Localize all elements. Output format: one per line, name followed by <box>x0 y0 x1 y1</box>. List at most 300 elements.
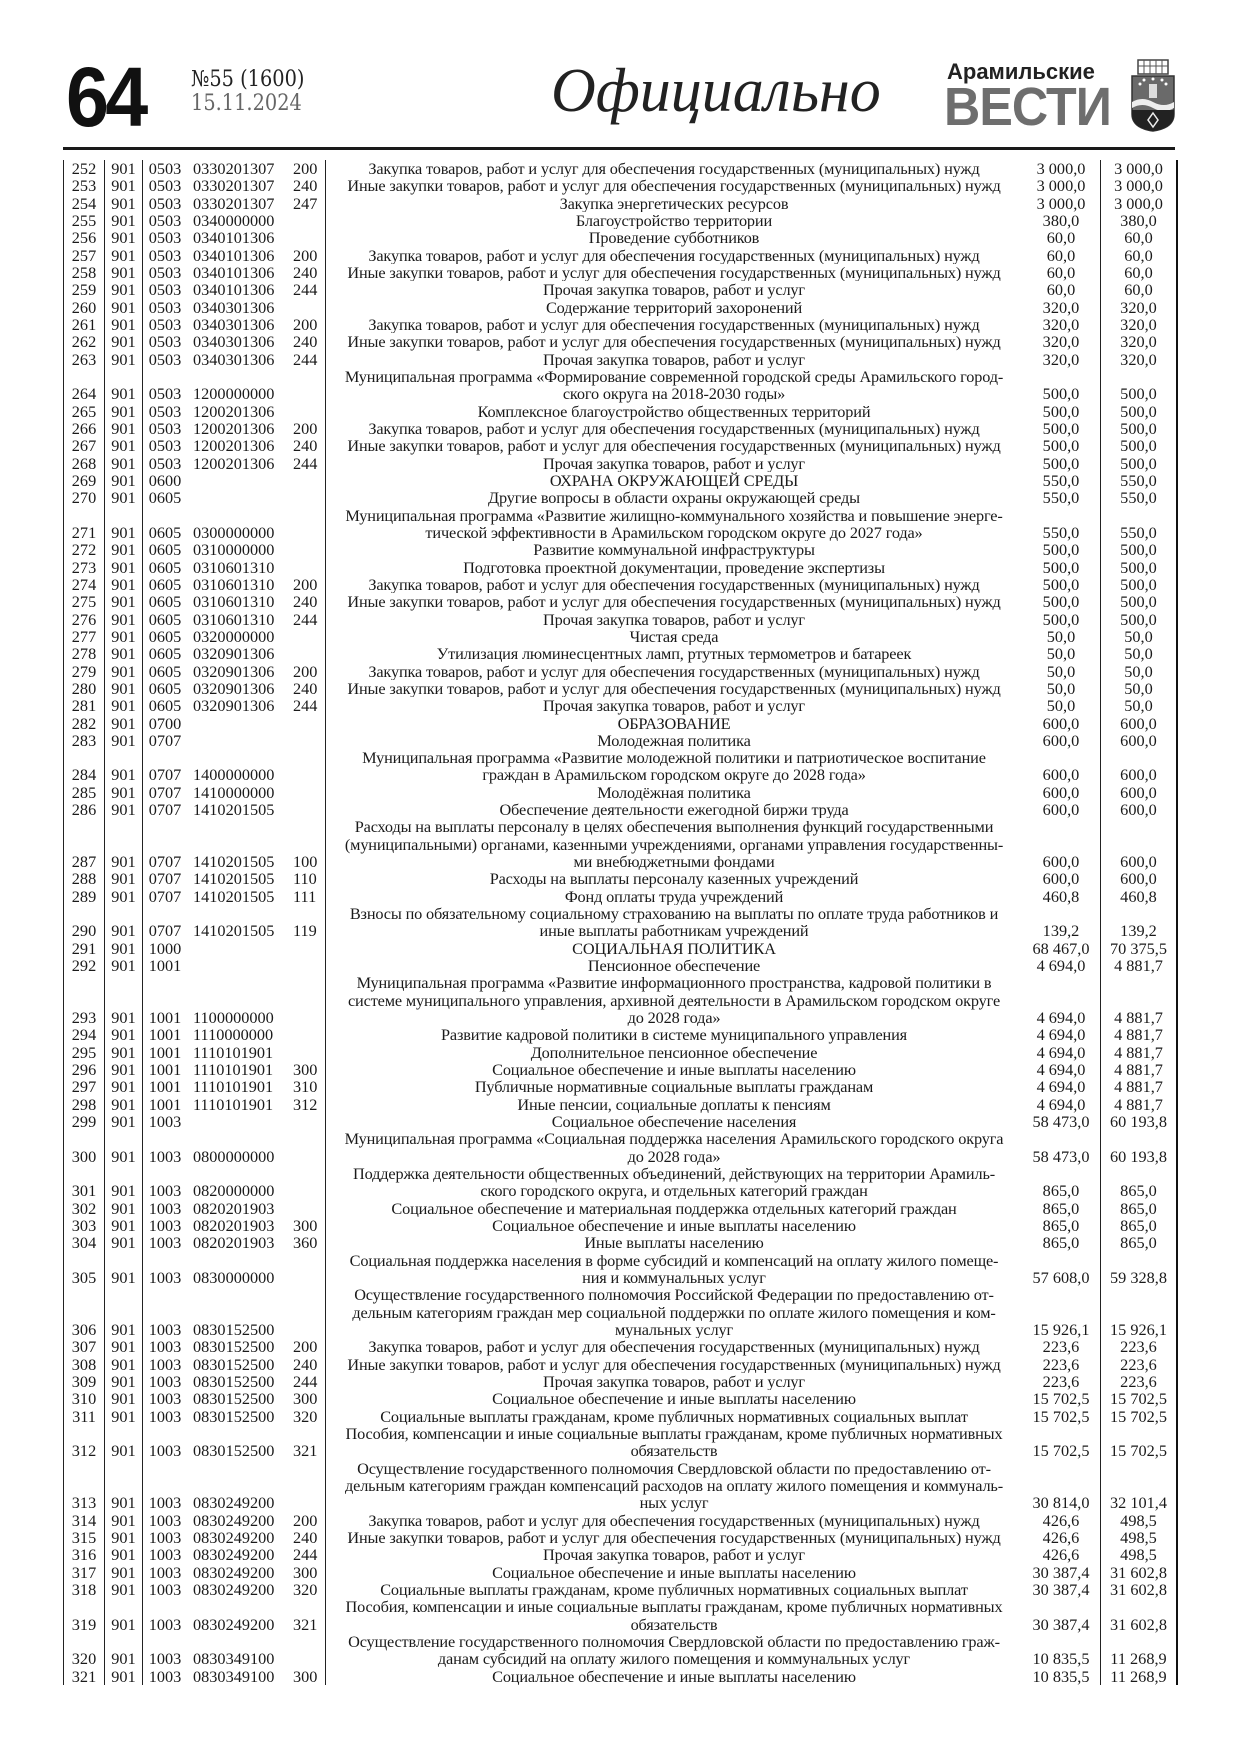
expense-type <box>293 229 326 246</box>
section-code: 1003 <box>148 1441 182 1460</box>
table-row <box>64 1234 1178 1251</box>
section-code: 0707 <box>148 870 182 888</box>
target-code <box>187 1113 293 1130</box>
amount-2025: 223,6 <box>1022 1373 1101 1390</box>
table-row <box>64 541 1178 558</box>
expense-type: 300 <box>293 1668 326 1685</box>
row-number: 313 <box>64 1460 105 1512</box>
row-description: Прочая закупка товаров, работ и услуг <box>543 454 805 472</box>
amount-2025: 865,0 <box>1022 1165 1101 1200</box>
org-code: 901 <box>105 455 143 472</box>
amount-2026: 60,0 <box>1101 281 1178 298</box>
table-row <box>64 368 1178 403</box>
row-description: Взносы по обязательному социальному страхованию на выплаты по оплате труда работников и иные выплаты работникам учреждений <box>349 905 999 940</box>
amount-2025: 500,0 <box>1022 437 1101 454</box>
amount-2025: 223,6 <box>1022 1338 1101 1355</box>
row-description: Развитие коммунальной инфраструктуры <box>533 541 815 559</box>
org-code: 901 <box>105 1564 143 1581</box>
row-number: 309 <box>64 1373 105 1390</box>
table-row <box>64 1529 1178 1546</box>
amount-2026: 60 193,8 <box>1101 1113 1178 1130</box>
target-code: 0830152500 <box>193 1319 275 1339</box>
section-code: 0700 <box>148 714 182 732</box>
amount-2025: 600,0 <box>1022 715 1101 732</box>
expense-type <box>293 1252 326 1287</box>
expense-type: 320 <box>293 1581 326 1598</box>
row-description: Иные пенсии, социальные доплаты к пенсиям <box>517 1095 831 1114</box>
expense-type <box>293 645 326 662</box>
org-code: 901 <box>105 1234 143 1251</box>
org-code: 901 <box>105 1113 143 1130</box>
expense-type <box>293 801 326 818</box>
row-description: ОБРАЗОВАНИЕ <box>617 714 731 732</box>
amount-2025: 3 000,0 <box>1022 160 1101 177</box>
row-number: 316 <box>64 1546 105 1563</box>
target-code: 0320901306 <box>193 679 275 698</box>
issue-date: 15.11.2024 <box>191 91 302 116</box>
target-code: 0830249200 <box>193 1493 275 1512</box>
table-row <box>64 229 1178 246</box>
row-description: Молодёжная политика <box>597 783 751 802</box>
amount-2026: 31 602,8 <box>1101 1564 1178 1581</box>
row-number: 285 <box>64 784 105 801</box>
org-code: 901 <box>105 715 143 732</box>
org-code: 901 <box>105 593 143 610</box>
row-number: 314 <box>64 1512 105 1529</box>
row-description: Осуществление государственного полномочия Свердловской области по предоставлению граж- данам субсидий на оплату жилого помещения и коммунальных услуг <box>348 1632 1000 1668</box>
amount-2025: 320,0 <box>1022 333 1101 350</box>
row-number: 312 <box>64 1425 105 1460</box>
row-number: 292 <box>64 957 105 974</box>
row-description: Прочая закупка товаров, работ и услуг <box>543 1546 805 1564</box>
target-code: 0830152500 <box>193 1441 275 1460</box>
row-number: 286 <box>64 801 105 818</box>
expense-type: 244 <box>293 611 326 628</box>
table-row <box>64 299 1178 316</box>
amount-2026: 500,0 <box>1101 611 1178 628</box>
target-code: 1200000000 <box>193 384 275 403</box>
org-code: 901 <box>105 1026 143 1043</box>
table-row <box>64 1200 1178 1217</box>
org-code: 901 <box>105 645 143 662</box>
row-number: 306 <box>64 1286 105 1338</box>
amount-2026: 223,6 <box>1101 1373 1178 1390</box>
expense-type <box>293 974 326 1026</box>
row-description: Закупка товаров, работ и услуг для обеспечения государственных (муниципальных) нужд <box>368 1338 980 1356</box>
org-code: 901 <box>105 940 143 957</box>
target-code: 0830349100 <box>193 1649 275 1668</box>
table-row <box>64 732 1178 749</box>
expense-type: 240 <box>293 680 326 697</box>
section-code: 1003 <box>148 1355 182 1373</box>
row-description: Прочая закупка товаров, работ и услуг <box>543 281 805 299</box>
section-code: 1003 <box>148 1546 182 1564</box>
table-row <box>64 1338 1178 1355</box>
target-code: 0340101306 <box>193 263 275 282</box>
row-description: Социальное обеспечение и иные выплаты населению <box>492 1563 856 1581</box>
amount-2025: 600,0 <box>1022 749 1101 784</box>
amount-2025: 426,6 <box>1022 1546 1101 1563</box>
row-number: 315 <box>64 1529 105 1546</box>
table-row <box>64 784 1178 801</box>
amount-2025: 60,0 <box>1022 229 1101 246</box>
amount-2026: 600,0 <box>1101 784 1178 801</box>
amount-2026: 500,0 <box>1101 420 1178 437</box>
row-description: Прочая закупка товаров, работ и услуг <box>543 697 805 715</box>
amount-2026: 31 602,8 <box>1101 1598 1178 1633</box>
expense-type <box>293 403 326 420</box>
target-code: 1110101901 <box>193 1043 274 1062</box>
section-code: 0503 <box>148 454 182 472</box>
section-code: 1003 <box>148 1338 182 1356</box>
table-row <box>64 1460 1178 1512</box>
expense-type: 300 <box>293 1564 326 1581</box>
section-code: 0605 <box>148 522 182 542</box>
target-code: 0310601310 <box>193 593 275 611</box>
target-code: 0340301306 <box>193 333 275 351</box>
row-description: Иные закупки товаров, работ и услуг для обеспечения государственных (муниципальных) нужд <box>347 177 1001 195</box>
table-row <box>64 507 1178 542</box>
amount-2026: 50,0 <box>1101 628 1178 645</box>
amount-2026: 60 193,8 <box>1101 1130 1178 1165</box>
amount-2026: 320,0 <box>1101 333 1178 350</box>
row-number: 259 <box>64 281 105 298</box>
expense-type <box>293 749 326 784</box>
row-description: Иные закупки товаров, работ и услуг для обеспечения государственных (муниципальных) нужд <box>347 437 1001 455</box>
org-code: 901 <box>105 1633 143 1668</box>
expense-type: 312 <box>293 1096 326 1113</box>
row-description: Расходы на выплаты персоналу в целях обеспечения выполнения функций государственными (муниципальными) органами, казенными учреждениями, органами управления государственны- ми внебюджетными фондами <box>344 818 1004 871</box>
section-code: 0503 <box>148 229 182 247</box>
row-number: 291 <box>64 940 105 957</box>
section-code: 1003 <box>148 1511 182 1529</box>
expense-type: 310 <box>293 1078 326 1095</box>
amount-2026: 3 000,0 <box>1101 177 1178 194</box>
target-code: 0310601310 <box>193 575 275 594</box>
expense-type <box>293 1130 326 1165</box>
org-code: 901 <box>105 1061 143 1078</box>
header-rule <box>63 147 1175 150</box>
table-row <box>64 957 1178 974</box>
row-number: 276 <box>64 611 105 628</box>
table-row <box>64 1408 1178 1425</box>
section-code: 1003 <box>148 1234 182 1252</box>
row-number: 281 <box>64 697 105 714</box>
row-description: Социальное обеспечение и материальная поддержка отдельных категорий граждан <box>391 1199 957 1218</box>
row-description: Иные закупки товаров, работ и услуг для обеспечения государственных (муниципальных) нужд <box>347 593 1001 611</box>
org-code: 901 <box>105 663 143 680</box>
org-code: 901 <box>105 195 143 212</box>
org-code: 901 <box>105 888 143 905</box>
org-code: 901 <box>105 974 143 1026</box>
amount-2026: 31 602,8 <box>1101 1581 1178 1598</box>
table-row <box>64 1512 1178 1529</box>
target-code: 0820201903 <box>193 1217 275 1235</box>
target-code: 0330201307 <box>193 160 275 178</box>
table-row <box>64 177 1178 194</box>
org-code: 901 <box>105 697 143 714</box>
table-row <box>64 870 1178 887</box>
row-description: Закупка товаров, работ и услуг для обеспечения государственных (муниципальных) нужд <box>368 1511 980 1529</box>
row-description: Социальное обеспечение и иные выплаты населению <box>492 1217 856 1235</box>
target-code: 0320901306 <box>193 662 275 680</box>
table-row <box>64 974 1178 1026</box>
org-code: 901 <box>105 576 143 593</box>
section-code: 0503 <box>148 333 182 351</box>
amount-2026: 865,0 <box>1101 1217 1178 1234</box>
issue-number: №55 (1600) <box>191 67 305 92</box>
org-code: 901 <box>105 1286 143 1338</box>
amount-2026: 4 881,7 <box>1101 974 1178 1026</box>
table-row <box>64 489 1178 506</box>
table-row <box>64 351 1178 368</box>
target-code: 0830349100 <box>193 1667 275 1685</box>
table-row <box>64 1356 1178 1373</box>
section-code: 1003 <box>148 1181 182 1200</box>
section-code: 0503 <box>148 384 182 403</box>
amount-2026: 59 328,8 <box>1101 1252 1178 1287</box>
amount-2026: 600,0 <box>1101 818 1178 870</box>
amount-2025: 426,6 <box>1022 1529 1101 1546</box>
amount-2025: 58 473,0 <box>1022 1113 1101 1130</box>
section-code: 0503 <box>148 263 182 282</box>
target-code: 1110101901 <box>193 1061 274 1079</box>
table-row <box>64 1061 1178 1078</box>
section-code: 1003 <box>148 1563 182 1581</box>
org-code: 901 <box>105 1460 143 1512</box>
org-code: 901 <box>105 489 143 506</box>
amount-2025: 600,0 <box>1022 818 1101 870</box>
org-code: 901 <box>105 1546 143 1563</box>
target-code <box>187 732 293 749</box>
target-code: 1410201505 <box>193 801 275 819</box>
row-number: 275 <box>64 593 105 610</box>
target-code: 0330201307 <box>193 177 275 195</box>
amount-2026: 600,0 <box>1101 870 1178 887</box>
row-number: 319 <box>64 1598 105 1633</box>
table-row <box>64 1546 1178 1563</box>
row-number: 264 <box>64 368 105 403</box>
amount-2026: 550,0 <box>1101 489 1178 506</box>
budget-table <box>63 160 1178 1685</box>
row-description: Подготовка проектной документации, проведение экспертизы <box>463 558 885 576</box>
expense-type: 300 <box>293 1390 326 1407</box>
table-row <box>64 1165 1178 1200</box>
expense-type <box>293 1044 326 1061</box>
table-row <box>64 1425 1178 1460</box>
section-code: 0605 <box>148 697 182 715</box>
expense-type: 244 <box>293 1546 326 1563</box>
row-number: 301 <box>64 1165 105 1200</box>
row-description: Социальная поддержка населения в форме субсидий и компенсаций на оплату жилого помеще- ния и коммунальных услуг <box>349 1251 999 1287</box>
row-number: 302 <box>64 1200 105 1217</box>
row-number: 257 <box>64 247 105 264</box>
amount-2026: 500,0 <box>1101 403 1178 420</box>
section-code: 0605 <box>148 645 182 663</box>
row-number: 277 <box>64 628 105 645</box>
table-row <box>64 593 1178 610</box>
amount-2026: 600,0 <box>1101 715 1178 732</box>
section-code: 1003 <box>148 1217 182 1235</box>
row-number: 294 <box>64 1026 105 1043</box>
amount-2026: 500,0 <box>1101 368 1178 403</box>
row-number: 272 <box>64 541 105 558</box>
amount-2025: 68 467,0 <box>1022 940 1101 957</box>
section-code: 1003 <box>148 1667 182 1685</box>
row-description: Публичные нормативные социальные выплаты гражданам <box>474 1078 874 1096</box>
amount-2025: 30 387,4 <box>1022 1598 1101 1633</box>
section-code: 1003 <box>148 1268 182 1287</box>
row-number: 273 <box>64 559 105 576</box>
target-code: 0340301306 <box>193 298 275 316</box>
table-row <box>64 403 1178 420</box>
section-code: 0503 <box>148 281 182 299</box>
amount-2025: 60,0 <box>1022 281 1101 298</box>
amount-2025: 460,8 <box>1022 888 1101 905</box>
target-code: 1110000000 <box>193 1026 274 1044</box>
section-code: 0605 <box>148 679 182 698</box>
target-code: 0330201307 <box>193 194 275 212</box>
target-code: 0310000000 <box>193 541 275 559</box>
amount-2026: 4 881,7 <box>1101 1096 1178 1113</box>
target-code: 0340101306 <box>193 246 275 264</box>
target-code: 1110101901 <box>193 1095 274 1114</box>
row-number: 266 <box>64 420 105 437</box>
section-code: 1001 <box>148 1026 182 1044</box>
row-number: 263 <box>64 351 105 368</box>
table-row <box>64 1026 1178 1043</box>
section-code: 1001 <box>148 1008 182 1027</box>
table-row <box>64 1044 1178 1061</box>
row-description: Закупка товаров, работ и услуг для обеспечения государственных (муниципальных) нужд <box>368 315 980 334</box>
row-description: Поддержка деятельности общественных объединений, действующих на территории Арамиль- ского городского округа, и отдельных категорий граждан <box>353 1165 995 1200</box>
amount-2025: 550,0 <box>1022 472 1101 489</box>
amount-2025: 4 694,0 <box>1022 1078 1101 1095</box>
amount-2026: 15 702,5 <box>1101 1408 1178 1425</box>
row-description: Муниципальная программа «Формирование современной городской среды Арамильского город- ского округа на 2018-2030 годы» <box>344 367 1004 403</box>
section-code: 1003 <box>148 1390 182 1408</box>
amount-2026: 50,0 <box>1101 680 1178 697</box>
table-row <box>64 1286 1178 1338</box>
amount-2025: 60,0 <box>1022 247 1101 264</box>
org-code: 901 <box>105 351 143 368</box>
target-code: 1400000000 <box>193 765 275 784</box>
target-code: 0830152500 <box>193 1355 275 1373</box>
target-code: 1200201306 <box>193 454 275 472</box>
amount-2025: 15 926,1 <box>1022 1286 1101 1338</box>
amount-2026: 498,5 <box>1101 1512 1178 1529</box>
table-row <box>64 680 1178 697</box>
table-row <box>64 437 1178 454</box>
org-code: 901 <box>105 870 143 887</box>
amount-2026: 15 702,5 <box>1101 1425 1178 1460</box>
row-number: 256 <box>64 229 105 246</box>
row-number: 255 <box>64 212 105 229</box>
table-row <box>64 1390 1178 1407</box>
amount-2026: 4 881,7 <box>1101 957 1178 974</box>
section-title: Официально <box>551 57 881 125</box>
row-number: 269 <box>64 472 105 489</box>
row-description: Другие вопросы в области охраны окружающей среды <box>488 489 860 507</box>
target-code: 0340301306 <box>193 350 275 368</box>
amount-2026: 4 881,7 <box>1101 1026 1178 1043</box>
amount-2026: 3 000,0 <box>1101 195 1178 212</box>
org-code: 901 <box>105 1078 143 1095</box>
amount-2025: 380,0 <box>1022 212 1101 229</box>
expense-type: 200 <box>293 316 326 333</box>
expense-type <box>293 489 326 506</box>
row-description: Социальное обеспечение и иные выплаты населению <box>492 1667 856 1685</box>
row-description: Иные закупки товаров, работ и услуг для обеспечения государственных (муниципальных) нужд <box>347 333 1001 351</box>
amount-2025: 50,0 <box>1022 680 1101 697</box>
table-row <box>64 559 1178 576</box>
table-row <box>64 212 1178 229</box>
table-row <box>64 1252 1178 1287</box>
org-code: 901 <box>105 680 143 697</box>
expense-type: 240 <box>293 177 326 194</box>
section-code: 1003 <box>148 1493 182 1512</box>
target-code: 1110101901 <box>193 1078 274 1096</box>
row-number: 265 <box>64 403 105 420</box>
expense-type: 244 <box>293 351 326 368</box>
section-code: 0503 <box>148 246 182 264</box>
expense-type <box>293 957 326 974</box>
table-row <box>64 749 1178 784</box>
amount-2025: 500,0 <box>1022 541 1101 558</box>
amount-2026: 3 000,0 <box>1101 160 1178 177</box>
org-code: 901 <box>105 1130 143 1165</box>
table-row <box>64 1581 1178 1598</box>
expense-type: 320 <box>293 1408 326 1425</box>
target-code: 0300000000 <box>193 522 275 542</box>
org-code: 901 <box>105 212 143 229</box>
amount-2025: 600,0 <box>1022 784 1101 801</box>
org-code: 901 <box>105 1252 143 1287</box>
row-number: 254 <box>64 195 105 212</box>
row-description: Молодежная политика <box>597 731 751 750</box>
section-code: 0707 <box>148 852 182 871</box>
expense-type <box>293 715 326 732</box>
amount-2026: 320,0 <box>1101 316 1178 333</box>
section-code: 0503 <box>148 350 182 368</box>
target-code: 0310601310 <box>193 558 275 576</box>
target-code: 0310601310 <box>193 610 275 628</box>
row-number: 280 <box>64 680 105 697</box>
expense-type <box>293 1460 326 1512</box>
table-row <box>64 316 1178 333</box>
org-code: 901 <box>105 1338 143 1355</box>
target-code: 0800000000 <box>193 1146 275 1166</box>
row-number: 290 <box>64 905 105 940</box>
target-code: 0340101306 <box>193 281 275 299</box>
target-code: 0340000000 <box>193 211 275 230</box>
row-number: 289 <box>64 888 105 905</box>
section-code: 1003 <box>148 1614 182 1633</box>
amount-2025: 10 835,5 <box>1022 1668 1101 1685</box>
amount-2026: 380,0 <box>1101 212 1178 229</box>
row-description: Осуществление государственного полномочия Российской Федерации по предоставлению от- дельным категориям граждан мер социальной поддержки по оплате жилого помещения и ком- мунальных услуг <box>352 1286 996 1339</box>
amount-2026: 500,0 <box>1101 437 1178 454</box>
org-code: 901 <box>105 1408 143 1425</box>
amount-2025: 57 608,0 <box>1022 1252 1101 1287</box>
target-code <box>187 940 293 957</box>
expense-type <box>293 940 326 957</box>
table-row <box>64 333 1178 350</box>
amount-2025: 500,0 <box>1022 576 1101 593</box>
row-description: Прочая закупка товаров, работ и услуг <box>543 350 805 368</box>
section-code: 0605 <box>148 610 182 628</box>
row-description: Социальное обеспечение населения <box>551 1113 797 1131</box>
